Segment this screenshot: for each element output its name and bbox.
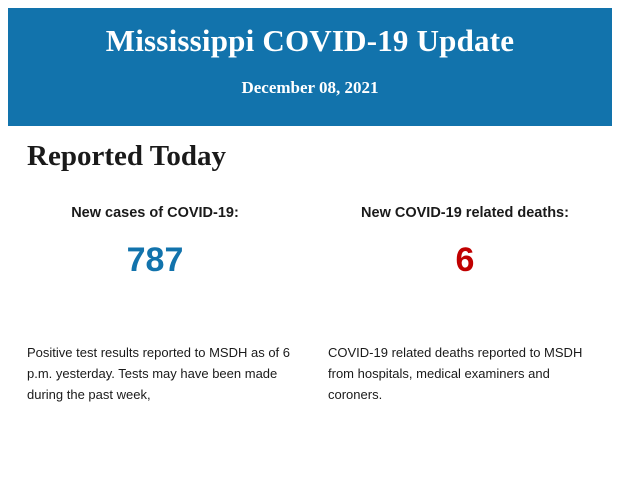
stat-label-new-deaths: New COVID-19 related deaths:	[361, 205, 569, 221]
section-heading: Reported Today	[27, 140, 227, 172]
note-text-new-deaths: COVID-19 related deaths reported to MSDH from hospitals, medical examiners and coroners.	[328, 345, 583, 403]
page-title: Mississippi COVID-19 Update	[105, 23, 515, 58]
stat-value-new-deaths: 6	[455, 241, 475, 279]
report-date: December 08, 2021	[241, 78, 379, 98]
header-banner	[8, 8, 612, 126]
notes-row	[0, 342, 620, 405]
note-new-deaths	[310, 342, 620, 405]
note-text-new-cases: Positive test results reported to MSDH as of 6 p.m. yesterday. Tests may have been made during the past week,	[27, 345, 290, 403]
stat-new-cases	[0, 205, 310, 277]
stat-label-new-cases: New cases of COVID-19:	[71, 205, 239, 221]
note-new-cases	[0, 342, 310, 405]
stat-new-deaths	[310, 205, 620, 277]
stats-row	[0, 205, 620, 277]
stat-value-new-cases: 787	[126, 241, 184, 279]
